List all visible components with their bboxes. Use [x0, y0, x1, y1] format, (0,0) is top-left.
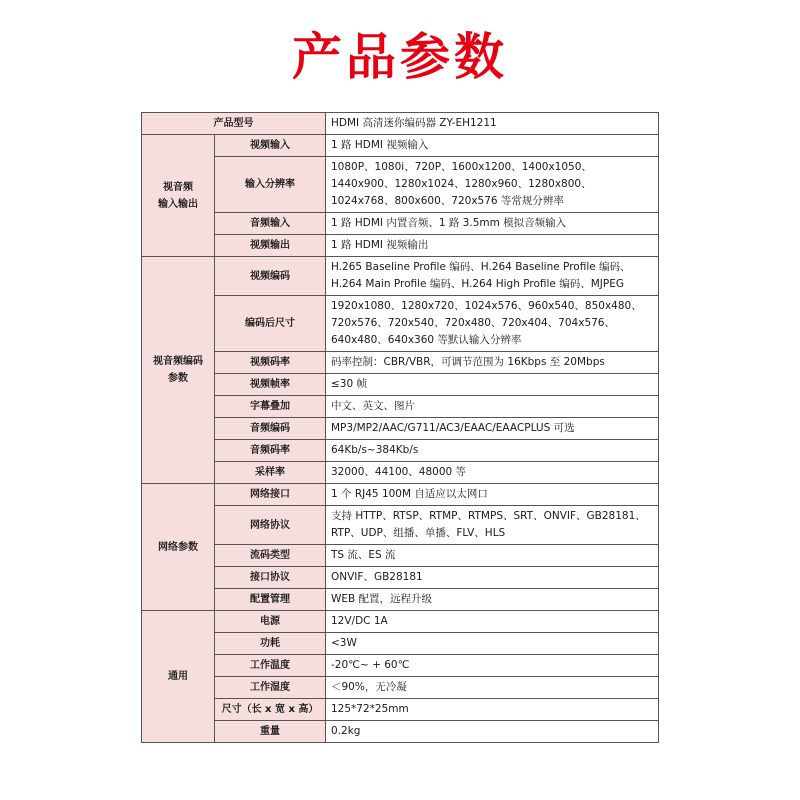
spec-row: [142, 506, 659, 545]
spec-label: 视频输出: [215, 235, 326, 257]
spec-row: [142, 135, 659, 157]
spec-row: [142, 374, 659, 396]
model-value: HDMI 高清迷你编码器 ZY-EH1211: [326, 113, 659, 135]
spec-row: [142, 721, 659, 743]
spec-label: 流码类型: [215, 545, 326, 567]
spec-value: 12V/DC 1A: [326, 611, 659, 633]
spec-label: 重量: [215, 721, 326, 743]
spec-value: ＜90%，无冷凝: [326, 677, 659, 699]
spec-label: 电源: [215, 611, 326, 633]
spec-table: [141, 112, 659, 743]
spec-value: ONVIF、GB28181: [326, 567, 659, 589]
category-general: 通用: [142, 611, 215, 743]
spec-value: -20℃~ + 60℃: [326, 655, 659, 677]
page-title: 产品参数: [292, 28, 508, 86]
spec-value: MP3/MP2/AAC/G711/AC3/EAAC/EAACPLUS 可选: [326, 418, 659, 440]
spec-value: WEB 配置，远程升级: [326, 589, 659, 611]
spec-value: ≤30 帧: [326, 374, 659, 396]
spec-row: [142, 440, 659, 462]
spec-row-model: [142, 113, 659, 135]
spec-label: 尺寸（长 x 宽 x 高）: [215, 699, 326, 721]
model-label: 产品型号: [142, 113, 326, 135]
spec-label: 接口协议: [215, 567, 326, 589]
spec-label: 工作湿度: [215, 677, 326, 699]
spec-row: [142, 677, 659, 699]
spec-row: [142, 567, 659, 589]
spec-value: 32000、44100、48000 等: [326, 462, 659, 484]
spec-row: [142, 396, 659, 418]
spec-row: [142, 611, 659, 633]
spec-label: 输入分辨率: [215, 157, 326, 213]
spec-label: 工作温度: [215, 655, 326, 677]
spec-row: [142, 157, 659, 213]
spec-label: 配置管理: [215, 589, 326, 611]
spec-row: [142, 235, 659, 257]
spec-label: 视频编码: [215, 257, 326, 296]
spec-value: 64Kb/s~384Kb/s: [326, 440, 659, 462]
spec-row: [142, 484, 659, 506]
spec-value: 中文、英文、图片: [326, 396, 659, 418]
spec-value: 1 个 RJ45 100M 自适应以太网口: [326, 484, 659, 506]
spec-row: [142, 589, 659, 611]
spec-row: [142, 545, 659, 567]
spec-value: 1 路 HDMI 视频输出: [326, 235, 659, 257]
spec-label: 音频编码: [215, 418, 326, 440]
spec-label: 音频码率: [215, 440, 326, 462]
spec-row: [142, 352, 659, 374]
spec-value: 支持 HTTP、RTSP、RTMP、RTMPS、SRT、ONVIF、GB28181、RTP、UDP、组播、单播、FLV、HLS: [326, 506, 659, 545]
spec-label: 编码后尺寸: [215, 296, 326, 352]
spec-label: 视频码率: [215, 352, 326, 374]
spec-row: [142, 633, 659, 655]
spec-value: 码率控制：CBR/VBR，可调节范围为 16Kbps 至 20Mbps: [326, 352, 659, 374]
spec-value: H.265 Baseline Profile 编码、H.264 Baseline Profile 编码、H.264 Main Profile 编码、H.264 High Profile 编码、MJPEG: [326, 257, 659, 296]
spec-label: 音频输入: [215, 213, 326, 235]
spec-row: [142, 213, 659, 235]
spec-row: [142, 296, 659, 352]
spec-row: [142, 655, 659, 677]
spec-value: <3W: [326, 633, 659, 655]
spec-value: 1 路 HDMI 视频输入: [326, 135, 659, 157]
spec-label: 功耗: [215, 633, 326, 655]
spec-value: 0.2kg: [326, 721, 659, 743]
category-av-encoding: 视音频编码 参数: [142, 257, 215, 484]
spec-value: TS 流、ES 流: [326, 545, 659, 567]
spec-label: 网络协议: [215, 506, 326, 545]
spec-value: 125*72*25mm: [326, 699, 659, 721]
spec-row: [142, 418, 659, 440]
spec-row: [142, 699, 659, 721]
spec-row: [142, 257, 659, 296]
spec-value: 1920x1080、1280x720、1024x576、960x540、850x480、720x576、720x540、720x480、720x404、704x576、640x480、640x360 等默认输入分辨率: [326, 296, 659, 352]
spec-label: 网络接口: [215, 484, 326, 506]
spec-label: 视频帧率: [215, 374, 326, 396]
spec-value: 1080P、1080i、720P、1600x1200、1400x1050、1440x900、1280x1024、1280x960、1280x800、1024x768、800x600、720x576 等常规分辨率: [326, 157, 659, 213]
spec-label: 采样率: [215, 462, 326, 484]
spec-row: [142, 462, 659, 484]
category-network: 网络参数: [142, 484, 215, 611]
spec-label: 视频输入: [215, 135, 326, 157]
category-av-io: 视音频 输入输出: [142, 135, 215, 257]
spec-value: 1 路 HDMI 内置音频、1 路 3.5mm 模拟音频输入: [326, 213, 659, 235]
spec-label: 字幕叠加: [215, 396, 326, 418]
